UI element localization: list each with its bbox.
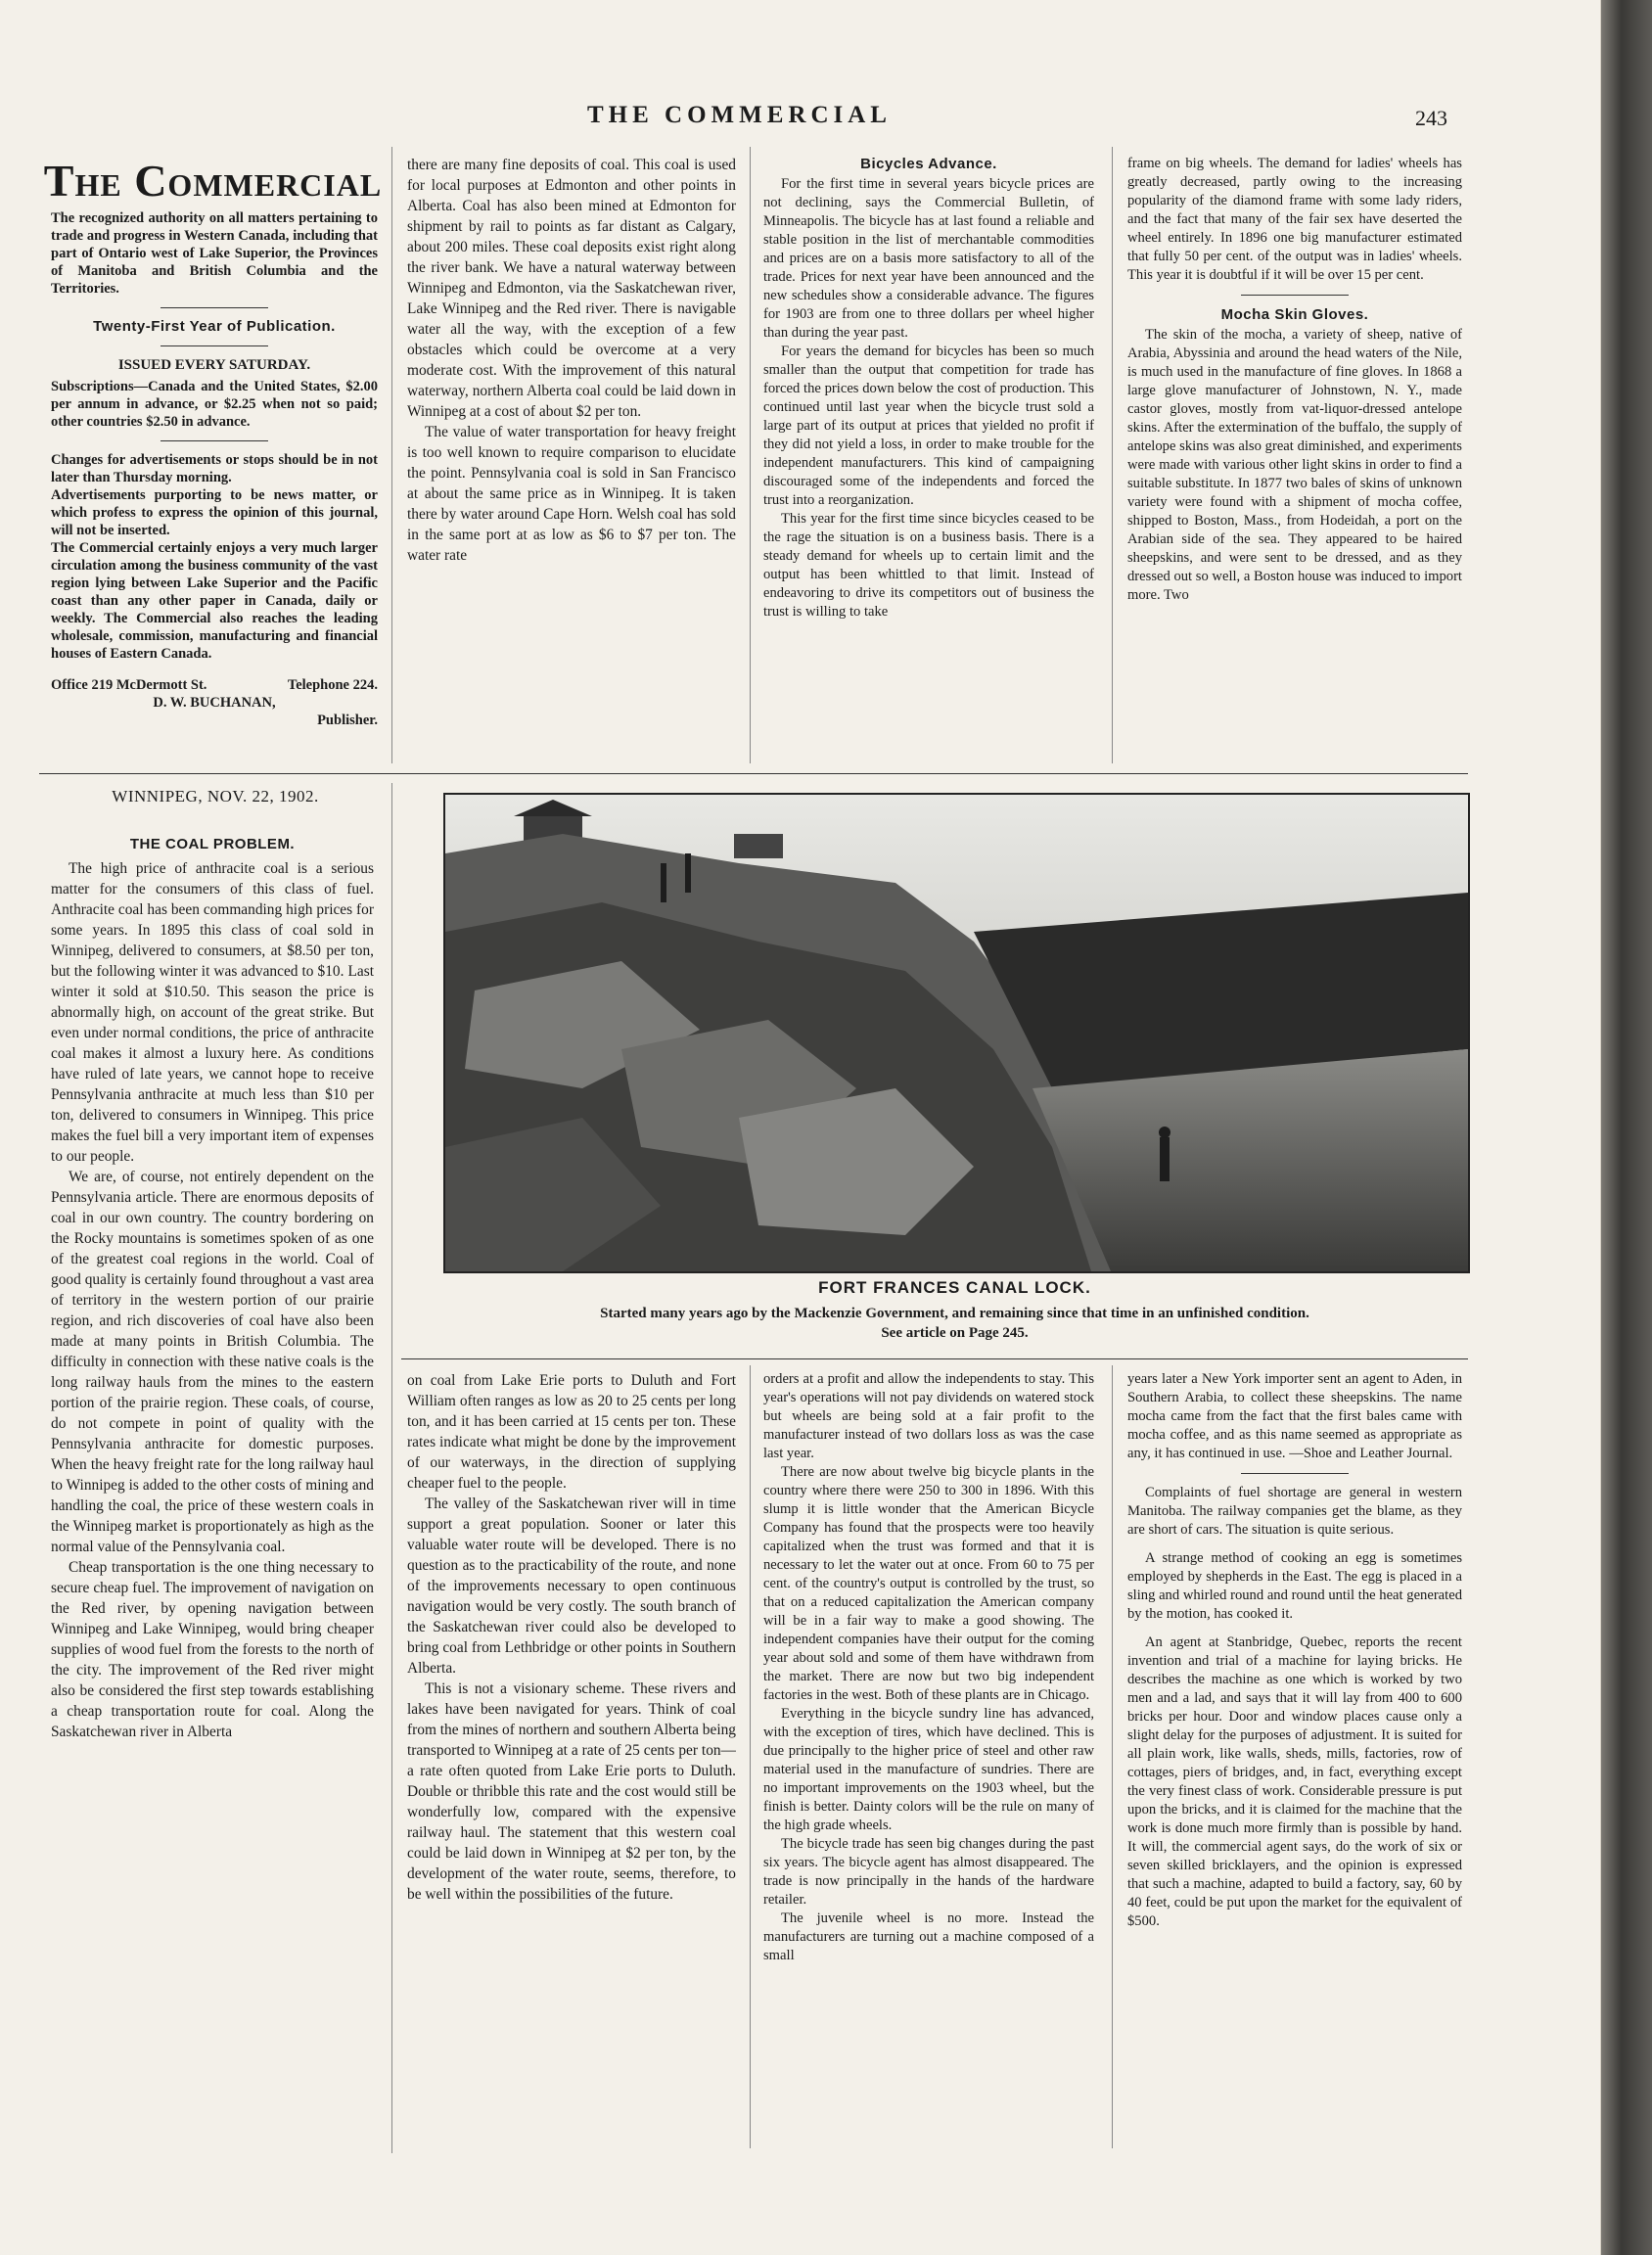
masthead-circulation: The Commercial certainly enjoys a very much larger circulation among the business community of the vast region lying between Lake Superior and the Pacific coast than any other paper in Canada, daily or weekly. The Commercial also reaches the leading wholesale, commission, manufacturing and financial houses of Eastern Canada.: [51, 540, 378, 662]
divider: [161, 345, 268, 346]
photo-caption-line: Started many years ago by the Mackenzie Government, and remaining since that time in an unfinished condition.: [600, 1306, 1309, 1321]
bicycles-continuation: [763, 1370, 1094, 2153]
dateline: WINNIPEG, NOV. 22, 1902.: [112, 787, 319, 805]
bicycles-paragraph: For years the demand for bicycles has been so much smaller than the output that competition for trade has forced the prices down below the cost of production. This continued until last year when the bicycle trust sold a large part of its output at prices that yielded no profit if they did not yield a loss, in order to make trouble for the independent manufacturers. This kind of campaigning discouraged some of the independents and forced the trust into a reorganization.: [763, 344, 1094, 508]
coal-paragraph: The valley of the Saskatchewan river will in time support a great population. Sooner or later this valuable water route will be developed. There is no question as to the practicability of the route, and none of the improvements necessary to open continuous navigation would be very costly. The south branch of the Saskatchewan river could also be developed to bring coal from Lethbridge or other points in Southern Alberta.: [407, 1496, 736, 1677]
note-paragraph: A strange method of cooking an egg is sometimes employed by shepherds in the East. The egg is placed in a sling and whirled round and round until the heat generated by the motion, has cooked it.: [1127, 1550, 1462, 1622]
coal-heading: THE COAL PROBLEM.: [129, 836, 296, 852]
mocha-paragraph: The skin of the mocha, a variety of sheep, native of Arabia, Abyssinia and around the head waters of the Nile, is much used in the manufacture of fine gloves. In 1868 a large glove manufacturer of Johnstown, N. Y., made castor gloves, mostly from vat-liquor-dressed antelope skins. After the extermination of the buffalo, the supply of antelope skins was also great diminished, and experiments were made with various other light skins in order to find a suitable substitute. In 1877 two bales of skins of unknown variety were found with a shipment of mocha coffee, shipped to Boston, Mass., from Hodeidah, a port on the Arabian side of the sea. They appeared to be haired sheepskins, and were sent to be dressed, and as they dressed out so well, a Boston house was induced to import more. Two: [1127, 327, 1462, 603]
masthead-year: Twenty-First Year of Publication.: [93, 318, 336, 335]
bicycles-heading: Bicycles Advance.: [860, 156, 997, 172]
photo-caption: [443, 1304, 1466, 1343]
photo-caption-line: See article on Page 245.: [881, 1325, 1029, 1341]
bicycles-article: [763, 155, 1094, 752]
bicycles-paragraph: This year for the first time since bicycles ceased to be the rage the situation is on a business basis. There is a steady demand for wheels up to certain limit and the output has been whittled to that limit. Instead of endeavoring to drive its competitors out of business the trust is willing to take: [763, 511, 1094, 620]
coal-paragraph: there are many fine deposits of coal. This coal is used for local purposes at Edmonton and other points in Alberta. Coal has also been mined at Edmonton for shipment by rail to points as far distant as Calgary, about 200 miles. These coal deposits exist right along the river bank. We have a natural waterway between Winnipeg and Edmonton, via the Saskatchewan river, Lake Winnipeg and the Red river. There is navigable water all the way, with the exception of a few obstacles which could be overcome at a very moderate cost. With the improvement of this natural waterway, northern Alberta coal could be laid down in Winnipeg at a cost of about $2 per ton.: [407, 157, 736, 420]
office-telephone: Telephone 224.: [287, 677, 378, 693]
divider: [1241, 295, 1349, 296]
bicycles-paragraph: There are now about twelve big bicycle plants in the country where there were 250 to 300 in 1896. With this slump it is little wonder that the American Bicycle Company has found that the prospects were too heavily capitalized when the trust was formed and that it is necessary to let the water out at once. From 60 to 75 per cent. of the country's output is controlled by the trust, so that on a reduced capitalization the American company will be in a fair way to make a good showing. The independent companies have their output for the coming year about sold and some of them have withdrawn from the market. There are now but two big independent factories in the west. Both of these plants are in Chicago.: [763, 1464, 1094, 1703]
bicycles-paragraph: Everything in the bicycle sundry line has advanced, with the exception of tires, which have declined. This is due principally to the higher price of steel and other raw material used in the manufacture of sundries. There are no important improvements on the 1903 wheel, but the finish is better. Dainty colors will be the rule on many of the high grade wheels.: [763, 1706, 1094, 1833]
column-rule: [391, 147, 392, 763]
note-paragraph: An agent at Stanbridge, Quebec, reports the recent invention and trial of a machine for laying bricks. He describes the machine as one which is worked by two men and a lad, and says that it will lay from 400 to 600 bricks per hour. Door and window places cause only a slight delay for the purposes of adjustment. It is suited for all plain work, like walls, sheds, mills, factories, row of cottages, piers of bridges, and, in fact, everything except the very finest class of work. Considerable pressure is put upon the bricks, and it is claimed for the machine that the work is done much more firmly than is possible by hand. It will, the commercial agent says, do the work of six or seven skilled bricklayers, and the opinion is expressed that such a machine, adapted to build a factory, say, 60 by 40 feet, could be put upon the market for the equivalent of $500.: [1127, 1634, 1462, 1929]
coal-paragraph: This is not a visionary scheme. These rivers and lakes have been navigated for years. Think of coal from the mines of northern and southern Alberta being transported to Winnipeg at a rate of 25 cents per ton—a rate often quoted from Lake Erie ports to Duluth. Double or thribble this rate and the cost would still be wonderfully low, compared with the expensive railway haul. The statement that this western coal could be laid down in Winnipeg at $2 per ton, by the development of the water route, seems, therefore, to be well within the possibilities of the future.: [407, 1680, 736, 1903]
column-rule: [391, 783, 392, 2153]
note-paragraph: Complaints of fuel shortage are general in western Manitoba. The railway companies get the blame, as they are short of cars. The situation is quite serious.: [1127, 1485, 1462, 1538]
coal-paragraph: Cheap transportation is the one thing necessary to secure cheap fuel. The improvement of navigation on the Red river, by opening navigation between Winnipeg and Lake Winnipeg, would bring cheaper supplies of wood fuel from the forests to the north of the city. The improvement of the Red river might also be considered the first step towards establishing a cheap transportation route for coal. Along the Saskatchewan river in Alberta: [51, 1559, 374, 1740]
masthead-subscriptions: Subscriptions—Canada and the United States, $2.00 per annum in advance, or $2.25 when not so paid; other countries $2.50 in advance.: [51, 379, 378, 430]
horizontal-rule: [401, 1358, 1468, 1359]
column-rule: [1112, 147, 1113, 763]
mocha-heading: Mocha Skin Gloves.: [1220, 306, 1369, 323]
bicycles-paragraph: frame on big wheels. The demand for ladies' wheels has greatly decreased, partly owing to the increasing popularity of the diamond frame with some lady riders, and the fact that many of the fair sex have deserted the wheel entirely. In 1896 one big manufacturer estimated that fully 50 per cent. of the output was in ladies' wheels. This year it is doubtful if it will be over 15 per cent.: [1127, 156, 1462, 283]
masthead-changes: Changes for advertisements or stops should be in not later than Thursday morning.: [51, 452, 378, 485]
canal-lock-illustration: [445, 795, 1468, 1271]
bicycles-paragraph: orders at a profit and allow the independents to stay. This year's operations will not pay dividends on watered stock but wheels are being sold at a fair profit to the manufacturer instead of two dollars loss as was the case last year.: [763, 1371, 1094, 1461]
publisher-name: D. W. BUCHANAN,: [153, 695, 276, 711]
bicycles-paragraph: The juvenile wheel is no more. Instead the manufacturers are turning out a machine composed of a small: [763, 1910, 1094, 1963]
column-rule: [1112, 1365, 1113, 2148]
coal-paragraph: The value of water transportation for heavy freight is too well known to require comparison to elucidate the point. Pennsylvania coal is sold in San Francisco at about the same price as in Winnipeg. It is taken there by water around Cape Horn. Welsh coal has sold in the same port at as low as $6 to $7 per ton. The water rate: [407, 424, 736, 564]
running-head: THE COMMERCIAL: [587, 102, 892, 128]
office-line: [51, 676, 378, 694]
masthead-issued: ISSUED EVERY SATURDAY.: [117, 357, 311, 373]
divider: [161, 440, 268, 441]
masthead-title: The Commercial: [43, 156, 383, 206]
office-address: Office 219 McDermott St.: [51, 677, 207, 693]
masthead-advertisements: Advertisements purporting to be news matter, or which profess to express the opinion of this journal, will not be inserted.: [51, 487, 378, 538]
canal-lock-photo: [443, 793, 1470, 1273]
coal-continuation-bottom: [407, 1370, 736, 2153]
column-four-top: [1127, 155, 1462, 752]
divider: [1241, 1473, 1349, 1474]
column-rule: [750, 1365, 751, 2148]
coal-paragraph: The high price of anthracite coal is a serious matter for the consumers of this class of fuel. Anthracite coal has been commanding high prices for some years. In 1895 this class of coal sold in Winnipeg, delivered to consumers, at $8.50 per ton, but the following winter it was advanced to $10. Last winter it sold at $10.50. This season the price is abnormally high, on account of the great strike. But even under normal conditions, the price of anthracite coal makes it almost a luxury here. As conditions have ruled of late years, we cannot hope to receive Pennsylvania anthracite at much less than $10 per ton, delivered to consumers in Winnipeg. This price makes the fuel bill a very important item of expenses to our people.: [51, 860, 374, 1165]
coal-paragraph: We are, of course, not entirely dependent on the Pennsylvania article. There are enormous deposits of coal in our own country. The country bordering on the Rocky mountains is sometimes spoken of as one of the greatest coal regions in the world. Coal of good quality is certainly found throughout a vast area of territory in the western portion of our prairie region, and rich discoveries of coal have also been made at many points in British Columbia. The difficulty in connection with these native coals is the long railway hauls from the mines to the eastern portion of the prairie region. These coals, of course, do not compete in point of quality with the Pennsylvania anthracite for domestic purposes. When the heavy freight rate for the long railway haul to Winnipeg is added to the other costs of mining and handling the coal, the price of these western coals in the Winnipeg market is proportionately as high as the normal value of the Pennsylvania coal.: [51, 1169, 374, 1555]
horizontal-rule: [39, 773, 1468, 774]
coal-continuation-top: [407, 155, 736, 742]
column-rule: [750, 147, 751, 763]
bicycles-paragraph: The bicycle trade has seen big changes during the past six years. The bicycle agent has almost disappeared. The trade is now principally in the hands of the hardware retailer.: [763, 1836, 1094, 1908]
book-edge: [1601, 0, 1652, 2255]
coal-paragraph: on coal from Lake Erie ports to Duluth and Fort William often ranges as low as 20 to 25 cents per long ton, and it has been carried at 15 cents per ton. These rates indicate what might be done by the improvement of our waterways, in the direction of supplying cheaper fuel to the people.: [407, 1372, 736, 1492]
mocha-paragraph: years later a New York importer sent an agent to Aden, in Southern Arabia, to collect these sheepskins. The name mocha came from the fact that the first bales came with mocha coffee, and as this name seemed as appropriate as any, it has continued in use. —Shoe and Leather Journal.: [1127, 1371, 1462, 1461]
bicycles-paragraph: For the first time in several years bicycle prices are not declining, says the Commercial Bulletin, of Minneapolis. The bicycle has at last found a reliable and stable position in the list of merchantable commodities and prices are on a basis more satisfactory to all of the trade. Prices for next year have been announced and the new schedules show a considerable advance. The figures for 1903 are from one to three dollars per wheel higher than during the year past.: [763, 176, 1094, 341]
divider: [161, 307, 268, 308]
page-number: 243: [1415, 106, 1447, 130]
coal-problem-article: [51, 834, 374, 2150]
masthead-intro: The recognized authority on all matters pertaining to trade and progress in Western Canada, including that part of Ontario west of Lake Superior, the Provinces of Manitoba and British Columbia and the Territories.: [51, 210, 378, 297]
column-four-bottom: [1127, 1370, 1462, 2153]
masthead-info: [51, 209, 378, 729]
publisher-title: Publisher.: [317, 713, 378, 728]
photo-caption-title: FORT FRANCES CANAL LOCK.: [818, 1278, 1091, 1297]
